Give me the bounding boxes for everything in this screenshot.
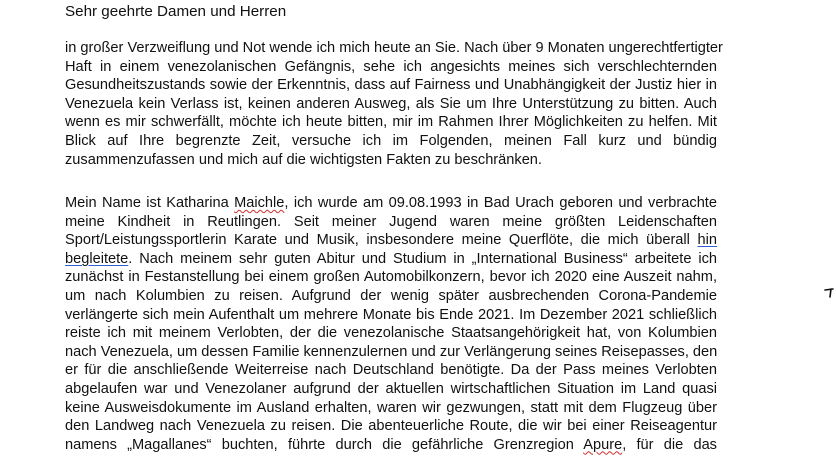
paragraph-intro: [65, 39, 723, 169]
text-line: Haft in einem venezolanischen Gefängnis, sehe ich angesichts meines sich verschlechternden: [65, 58, 717, 75]
text-line: [65, 231, 717, 250]
text-line: in großer Verzweiflung und Not wende ich mich heute an Sie. Nach über 9 Monaten ungerechtfertigter: [65, 40, 723, 56]
spelling-flagged-word[interactable]: Maichle: [234, 195, 285, 211]
text-line: [65, 194, 717, 213]
text-fragment: Mein Name ist Katharina: [65, 195, 235, 211]
text-line: nach Venezuela, um dessen Familie kennenzulernen und zur Verlängerung seines Reisepasses, den: [65, 343, 718, 360]
text-line: Blick auf Ihre begrenzte Zeit, versuche ich im Folgenden, meinen Fall kurz und bündig: [65, 132, 717, 149]
text-line: keine Ausweisdokumente im Ausland erhalten, waren wir gezwungen, statt mit dem Flugzeug über: [65, 399, 717, 416]
greeting: Sehr geehrte Damen und Herren: [65, 3, 287, 20]
text-line: zunächst in Festanstellung bei einem großen Automobilkonzern, bevor ich 2020 eine Auszeit nahm,: [65, 269, 717, 286]
text-fragment: Sport/Leistungssportlerin Karate und Musik, insbesondere meine Querflöte, die mich überall: [65, 232, 698, 249]
text-line: wenn es mir schwerfällt, möchte ich heute bitten, mir im Rahmen Ihrer Möglichkeiten zu helfen. Mit: [65, 114, 717, 131]
spelling-flagged-word[interactable]: Apure: [583, 436, 623, 453]
text-line: Gesundheitszustands sowie der Erkenntnis, dass auf Fairness und Unabhängigkeit der Justiz hier in: [65, 77, 717, 94]
text-line: meine Kindheit in Reutlingen. Seit meiner Jugend waren meine größten Leidenschaften: [65, 213, 717, 230]
text-fragment: , für die das: [622, 436, 717, 453]
text-fragment: namens „Magallanes“ buchten, führte durch die gefährliche Grenzregion: [65, 436, 584, 453]
text-fragment: . Nach meinem sehr guten Abitur und Studium in „International Business“ arbeitete ich: [128, 250, 717, 267]
text-line: um nach Kolumbien zu reisen. Aufgrund der wenig später ausbrechenden Corona-Pandemie: [65, 287, 717, 304]
text-line: abgelaufen war und Venezolaner aufgrund der aktuellen wirtschaftlichen Situation im Land quasi: [65, 380, 717, 397]
grammar-flagged-word[interactable]: begleitete: [65, 250, 129, 267]
text-line: er für die anschließende Weiterreise nach Deutschland benötigte. Da der Pass meines Verlobten: [65, 362, 717, 379]
text-line: reiste ich mit meinem Verlobten, der die venezolanische Staatsangehörigkeit hat, von Kolumbien: [65, 325, 717, 342]
text-line: verlängerte sich mein Aufenthalt um mehrere Monate bis Ende 2021. Im Dezember 2021 schließlich: [65, 306, 717, 323]
paragraph-biography: [65, 194, 717, 454]
margin-mark-icon: [824, 288, 834, 298]
text-line: [65, 250, 717, 269]
text-fragment: , ich wurde am 09.08.1993 in Bad Urach geboren und verbrachte: [284, 195, 717, 211]
text-line: zusammenzufassen und mich auf die wichtigsten Fakten zu beschränken.: [65, 151, 542, 168]
text-line: Venezuela kein Verlass ist, keinen anderen Ausweg, als Sie um Ihre Unterstützung zu bitten. Auch: [65, 95, 717, 112]
text-line: [65, 436, 717, 455]
grammar-flagged-word[interactable]: hin: [697, 232, 717, 249]
text-line: den Landweg nach Venezuela zu reisen. Die abenteuerliche Route, die wir bei einer Reiseagentur: [65, 418, 717, 435]
